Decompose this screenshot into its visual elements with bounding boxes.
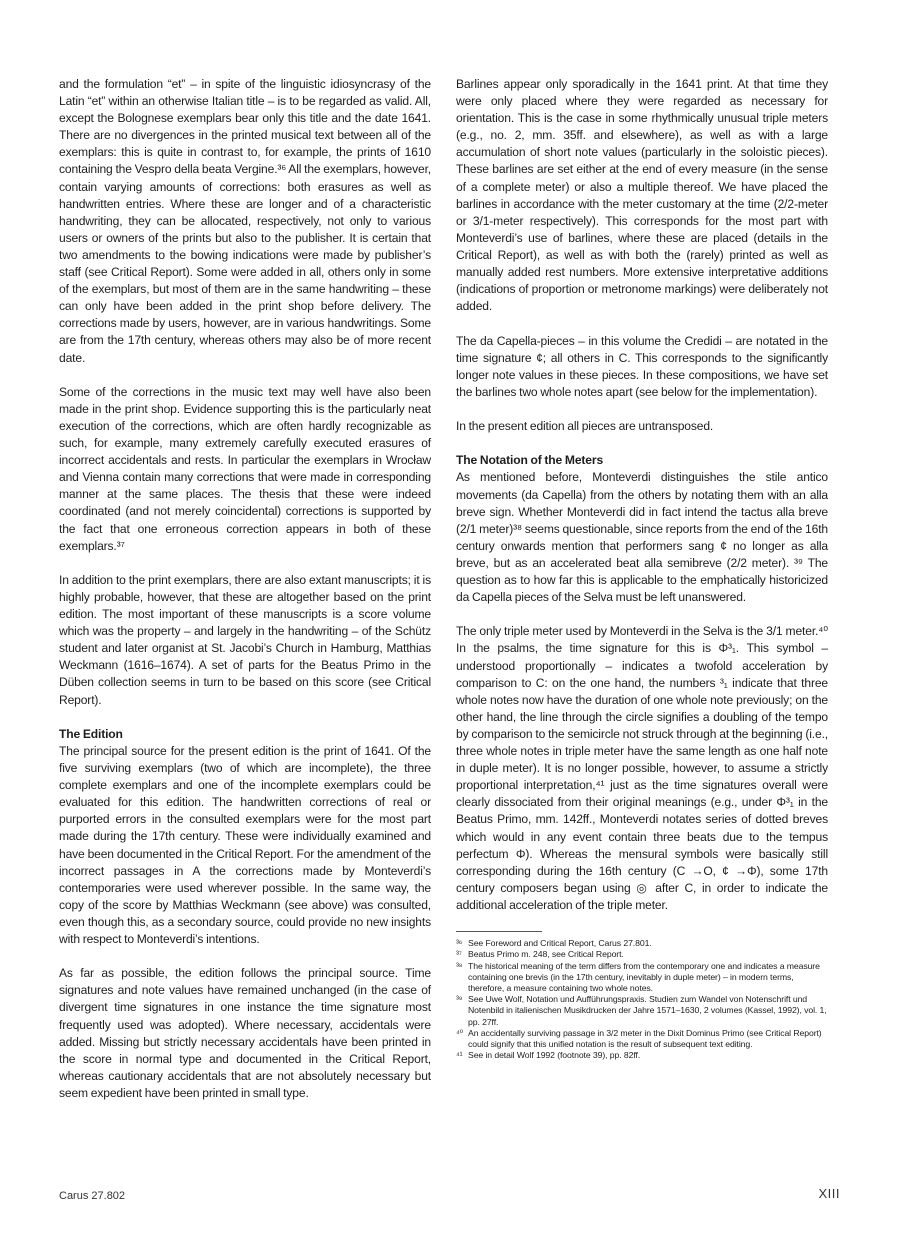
right-column (456, 76, 828, 1061)
section-heading-edition: The Edition (59, 726, 123, 741)
footnote: ⁴¹ See in detail Wolf 1992 (footnote 39), pp. 82ff. (456, 1050, 641, 1061)
footnote: ³⁶ See Foreword and Critical Report, Carus 27.801. (456, 938, 652, 949)
paragraph: In the present edition all pieces are untransposed. (456, 419, 714, 434)
left-column (59, 76, 431, 1119)
paragraph: In addition to the print exemplars, there are also extant manuscripts; it is highly probable, however, that these are altogether based on the print edition. The most important of these manuscripts is a score volume which was the property – and largely in the handwriting – of the Schütz student and later organist at St. Jacobi’s Church in Hamburg, Matthias Weckmann (1616–1674). A set of parts for the Beatus Primo in the Düben collection seems in turn to be based on this score (see Critical Report). (59, 572, 431, 707)
paragraph: As mentioned before, Monteverdi distinguishes the stile antico movements (da Capella) from the others by notating them with an alla breve sign. Whether Monteverdi did in fact intend the tactus alla breve (2/1 meter)³⁸ seems questionable, since reports from the end of the 16th century onwards mention that performers sang ¢ no longer as alla breve, but as an accelerated beat alla semibreve (2/2 meter). ³⁹ The question as to how far this is applicable to the emphatically historicized da Capella pieces of the Selva must be left unanswered. (456, 470, 828, 605)
footnote-divider (456, 931, 542, 932)
footnote: ³⁹ See Uwe Wolf, Notation und Aufführungspraxis. Studien zum Wandel von Notenschrift und Notenbild in italienischen Musikdrucken der Jahre 1571–1630, 2 volumes (Kassel, 1992), vol. 1, pp. 27ff. (456, 994, 827, 1027)
paragraph: and the formulation “et” – in spite of the linguistic idiosyncrasy of the Latin “et” within an otherwise Italian title – is to be regarded as valid. All, except the Bolognese exemplars bear only this title and the date 1641. There are no divergences in the printed musical text between all of the exemplars: this is quite in contrast to, for example, the prints of 1610 containing the Vespro della beata Vergine.³⁶ All the exemplars, however, contain varying amounts of corrections: both erasures as well as handwritten entries. Where these are longer and of a characteristic handwriting, they can be allocated, respectively, not only to various users or owners of the prints but also to the publisher. It is certain that two amendments to the bowing indications were made by publisher’s staff (see Critical Report). Some were added in all, others only in some of the exemplars, but most of them are in the same handwriting – these can only have been added in the print shop before delivery. The corrections made by users, however, are in various handwritings. Some are from the 17th century, whereas others may also be of more recent date. (59, 77, 431, 365)
page-number: XIII (818, 1186, 840, 1201)
paragraph: Barlines appear only sporadically in the 1641 print. At that time they were only placed where they were regarded as necessary for orientation. This is the case in some rhythmically unusual triple meters (e.g., no. 2, mm. 35ff. and elsewhere), as well as with a large accumulation of short note values (particularly in the soloistic pieces). These barlines are set either at the end of every measure (in the sense of a complete meter) or also a multiple thereof. We have placed the barlines in accordance with the meter customary at the time (2/2-meter or 3/1-meter respectively). This corresponds for the most part with Monteverdi’s use of barlines, where these are placed (details in the Critical Report), as well as with both the (rarely) printed as well as manually added rest numbers. More extensive interpretative additions (indications of proportion or metronome markings) were deliberately not added. (456, 77, 828, 314)
catalog-number: Carus 27.802 (59, 1190, 126, 1202)
paragraph: The only triple meter used by Monteverdi in the Selva is the 3/1 meter.⁴⁰ In the psalms, the time signature for this is Φ³₁. This symbol – understood proportionally – indicates a twofold acceleration by comparison to C: on the one hand, the numbers ³₁ indicate that three whole notes now have the duration of one whole note previously; on the other hand, the line through the circle signifies a doubling of the tempo by comparison to the semicircle not struck through at the beginning (i.e., three whole notes in triple meter have the same length as one half note in duple meter). It is no longer possible, however, to assume a strictly proportional interpretation,⁴¹ just as the time signatures overall were clearly dissociated from their original meanings (e.g., under Φ³₁ in the Beatus Primo, mm. 142ff., Monteverdi notates series of dotted breves which would in any event contain three beats due to the tempus perfectum Φ). Whereas the mensural symbols were basically still corresponding during the 16th century (C →O, ¢ →Φ), some 17th century composers began using ◎ after C, in order to indicate the additional acceleration of the triple meter. (456, 624, 828, 912)
paragraph: As far as possible, the edition follows the principal source. Time signatures and note values have remained unchanged (in the case of divergent time signatures in one instance the time signature most frequently used was adopted). Where necessary, accidentals were added. Missing but strictly necessary accidentals have been printed in the score in normal type and documented in the Critical Report, whereas cautionary accidentals that are not absolutely necessary but seem expedient have been printed in small type. (59, 966, 431, 1100)
footnote: ³⁸ The historical meaning of the term differs from the contemporary one and indicates a measure containing one brevis (in the 17th century, inevitably in duple meter) – in modern terms, therefore, a measure containing two whole notes. (456, 960, 820, 993)
paragraph: The principal source for the present edition is the print of 1641. Of the five surviving exemplars (two of which are incomplete), the three complete exemplars and one of the incomplete exemplars could be evaluated for this edition. The handwritten corrections of real or purported errors in the consulted exemplars were for the most part made during the 17th century. These were individually examined and have been documented in the Critical Report. For the amendment of the incorrect passages in A the corrections made by Monteverdi’s contemporaries were used wherever possible. In the same way, the copy of the score by Matthias Weckmann (see above) was consulted, even though this, as a secondary source, could provide no new insights with respect to Monteverdi’s intentions. (59, 743, 431, 946)
paragraph: Some of the corrections in the music text may well have also been made in the print shop. Evidence supporting this is the particularly neat execution of the corrections, which are often hardly recognizable as such, for example, many extremely carefully executed erasures of incorrect accidentals and rests. In particular the exemplars in Wrocław and Vienna contain many corrections that were made in corresponding manner at the same places. The thesis that these were indeed coordinated (and not merely coincidental) corrections is supported by the fact that one erroneous correction appears in both of these exemplars.³⁷ (59, 384, 431, 553)
paragraph: The da Capella-pieces – in this volume the Credidi – are notated in the time signature ¢; all others in C. This corresponds to the significantly longer note values in these pieces. In these compositions, we have set the barlines two whole notes apart (see below for the implementation). (456, 333, 828, 399)
footnote: ⁴⁰ An accidentally surviving passage in 3/2 meter in the Dixit Dominus Primo (see Critical Report) could signify that this unified notation is the result of subsequent text editing. (456, 1027, 822, 1049)
section-heading-meters: The Notation of the Meters (456, 453, 604, 468)
footnotes (456, 938, 828, 1061)
footnote: ³⁷ Beatus Primo m. 248, see Critical Report. (456, 949, 624, 960)
